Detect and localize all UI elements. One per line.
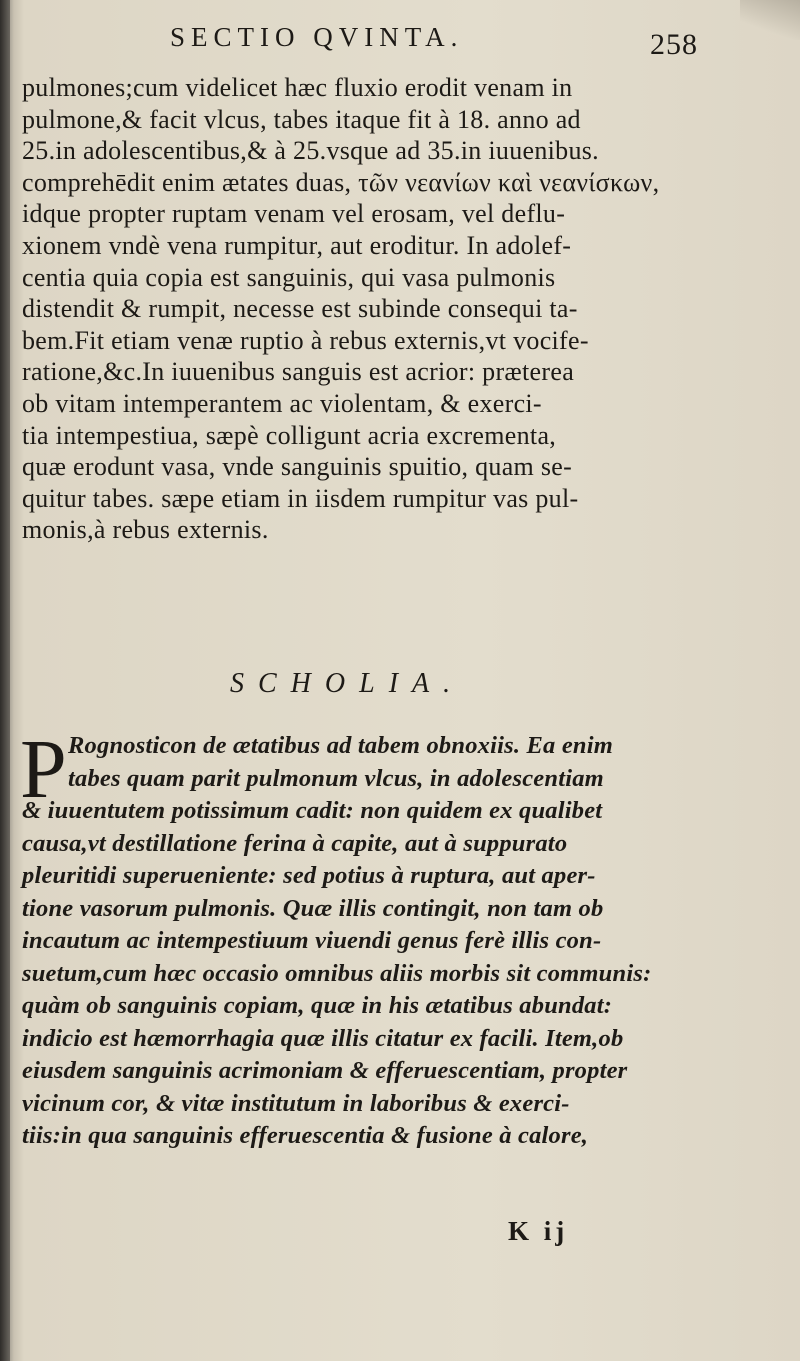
text-line: quæ erodunt vasa, vnde sanguinis spuitio, quam se- [22, 452, 573, 482]
text-line: tia intempestiua, sæpè colligunt acria excrementa, [22, 420, 557, 450]
scholia-line: indicio est hæmorrhagia quæ illis citatur ex facili. Item,ob [22, 1024, 624, 1052]
text-line: distendit & rumpit, necesse est subinde consequi ta- [22, 294, 578, 324]
text-line: comprehēdit enim ætates duas, τῶν νεανίων καὶ νεανίσκων, [22, 167, 660, 197]
text-line: monis,à rebus externis. [22, 515, 269, 545]
page-number: 258 [650, 28, 698, 61]
text-line: 25.in adolescentibus,& à 25.vsque ad 35.in iuuenibus. [22, 136, 599, 166]
scholia-line: & iuuentutem potissimum cadit: non quidem ex qualibet [22, 797, 603, 824]
scholia-text-block [20, 723, 722, 1153]
text-line: quitur tabes. sæpe etiam in iisdem rumpitur vas pul- [22, 483, 579, 513]
scholia-heading: SCHOLIA. [230, 668, 465, 699]
text-line: ratione,&c.In iuuenibus sanguis est acrior: præterea [22, 357, 575, 387]
scholia-line: eiusdem sanguinis acrimoniam & efferuescentiam, propter [22, 1057, 628, 1084]
binding-gutter [0, 0, 10, 1361]
text-line: centia quia copia est sanguinis, qui vasa pulmonis [22, 262, 556, 292]
text-line: ob vitam intemperantem ac violentam, & exerci- [22, 388, 542, 418]
scholia-line: suetum,cum hæc occasio omnibus aliis morbis sit communis: [22, 959, 652, 987]
scholia-line: tiis:in qua sanguinis efferuescentia & fusione à calore, [22, 1122, 589, 1149]
scholia-line: incautum ac intempestiuum viuendi genus ferè illis con- [22, 927, 602, 954]
page-header [0, 22, 800, 62]
text-line: bem.Fit etiam venæ ruptio à rebus externis,vt vocife- [22, 325, 589, 355]
scholia-line: tabes quam parit pulmonum vlcus, in adolescentiam [68, 764, 604, 792]
scholia-line: pleuritidi superueniente: sed potius à ruptura, aut aper- [22, 862, 596, 889]
scholia-line: causa,vt destillatione ferina à capite, aut à suppurato [22, 829, 568, 857]
signature-mark: K ij [508, 1216, 569, 1246]
running-head: SECTIO QVINTA. [170, 22, 464, 52]
scholia-line: tione vasorum pulmonis. Quæ illis contingit, non tam ob [22, 894, 604, 922]
text-line: pulmone,& facit vlcus, tabes itaque fit à 18. anno ad [22, 104, 581, 134]
main-text-block [22, 72, 722, 546]
text-line: idque propter ruptam venam vel erosam, vel deflu- [22, 199, 566, 229]
scholia-line: Rognosticon de ætatibus ad tabem obnoxiis. Ea enim [68, 732, 613, 759]
text-line: xionem vndè vena rumpitur, aut eroditur. In adolef- [22, 230, 572, 260]
drop-cap: P [20, 723, 67, 816]
scholia-line: quàm ob sanguinis copiam, quæ in his ætatibus abundat: [22, 992, 613, 1019]
text-line: pulmones;cum videlicet hæc fluxio erodit venam in [22, 73, 573, 102]
scholia-line: vicinum cor, & vitæ institutum in laboribus & exerci- [22, 1089, 570, 1117]
